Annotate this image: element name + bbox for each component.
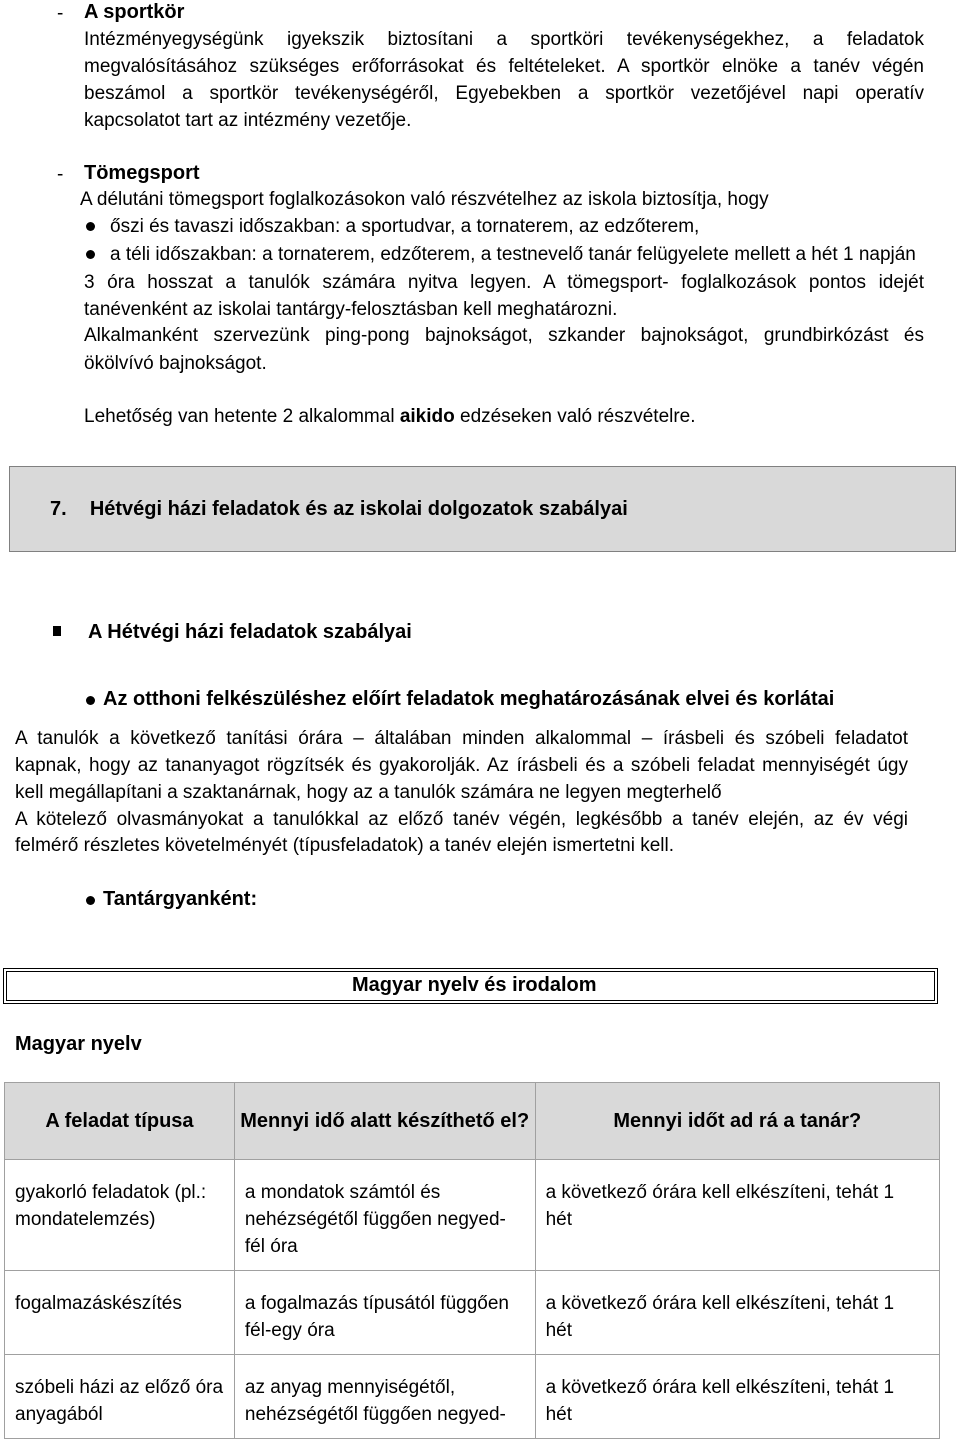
table-cell <box>234 1271 535 1355</box>
sportkor-line-1: Intézményegységünk igyekszik biztosítani a sportköri tevékenységekhez, a feladatok <box>84 29 924 50</box>
tomegsport-line-4: tanévenként az iskolai tantárgy-felosztásban kell meghatározni. <box>84 299 618 320</box>
cell-line: mondatelemzés) <box>15 1209 156 1230</box>
list-dash: - <box>57 164 64 185</box>
hetvegi-para-line-1: A tanulók a következő tanítási órára – általában minden alkalommal – írásbeli és szóbeli feladatot <box>15 728 908 749</box>
tomegsport-heading: Tömegsport <box>84 162 200 184</box>
table-header-row <box>5 1083 940 1160</box>
table-cell <box>535 1160 939 1271</box>
list-dash: - <box>57 3 64 24</box>
subject-subtitle: Magyar nyelv <box>15 1033 142 1055</box>
section-number: 7. <box>50 498 67 520</box>
cell-line: nehézségétől függően negyed- <box>244 1404 506 1425</box>
section-7-title <box>50 498 628 521</box>
cell-line: fél óra <box>244 1236 298 1257</box>
hetvegi-heading: A Hétvégi házi feladatok szabályai <box>88 621 412 643</box>
bullet-icon <box>86 222 95 231</box>
tomegsport-line-6: ökölvívó bajnokságot. <box>84 353 267 374</box>
table-cell <box>234 1355 535 1439</box>
table-row <box>5 1271 940 1355</box>
tomegsport-line-5: Alkalmanként szervezünk ping-pong bajnokságot, szkander bajnokságot, grundbirkózást és <box>84 325 924 346</box>
table-cell <box>5 1160 235 1271</box>
sportkor-line-2: megvalósításához szükséges erőforrásokat és feltételeket. A sportkör elnöke a tanév végén <box>84 56 924 77</box>
table-row <box>5 1160 940 1271</box>
hetvegi-subheading: Az otthoni felkészüléshez előírt feladatok meghatározásának elvei és korlátai <box>103 688 835 710</box>
table-cell <box>5 1271 235 1355</box>
tomegsport-bullet-1: őszi és tavaszi időszakban: a sportudvar, a tornaterem, az edzőterem, <box>110 216 700 237</box>
tomegsport-line-3: 3 óra hosszat a tanulók számára nyitva legyen. A tömegsport- foglalkozások pontos idejét <box>84 272 924 293</box>
bullet-icon <box>86 250 95 259</box>
square-bullet-icon <box>53 626 61 636</box>
cell-line: a következő órára kell elkészíteni, tehát 1 <box>545 1293 895 1314</box>
cell-line: a következő órára kell elkészíteni, tehát 1 <box>545 1377 895 1398</box>
hetvegi-para-line-2: kapnak, hogy az tananyagot rögzítsék és gyakorolják. Az írásbeli és a szóbeli feladat mennyiségét úgy <box>15 755 908 776</box>
table-cell <box>535 1355 939 1439</box>
sportkor-line-4: kapcsolatot tart az intézmény vezetője. <box>84 110 412 131</box>
cell-line: a következő órára kell elkészíteni, tehát 1 <box>545 1182 895 1203</box>
table-cell <box>535 1271 939 1355</box>
tantargyankent-label: Tantárgyanként: <box>103 888 258 910</box>
cell-line: hét <box>545 1404 572 1425</box>
cell-line: az anyag mennyiségétől, <box>244 1377 456 1398</box>
table-cell <box>234 1160 535 1271</box>
cell-line: a fogalmazás típusától függően <box>244 1293 509 1314</box>
tomegsport-intro: A délutáni tömegsport foglalkozásokon való részvételhez az iskola biztosítja, hogy <box>80 189 769 210</box>
bullet-icon <box>86 896 95 905</box>
tomegsport-bullet-2: a téli időszakban: a tornaterem, edzőterem, a testnevelő tanár felügyelete mellett a hét 1 napján <box>110 244 916 265</box>
cell-line: anyagából <box>15 1404 103 1425</box>
table-row <box>5 1355 940 1439</box>
homework-table <box>4 1082 940 1439</box>
aikido-bold: aikido <box>399 406 455 427</box>
cell-line: nehézségétől függően negyed- <box>244 1209 506 1230</box>
table-header: A feladat típusa <box>5 1083 235 1160</box>
cell-line: hét <box>545 1320 572 1341</box>
sportkor-heading: A sportkör <box>84 1 185 23</box>
hetvegi-para2-line-1: A kötelező olvasmányokat a tanulókkal az előző tanév végén, legkésőbb a tanév elején, az év végi <box>15 809 908 830</box>
aikido-text-before: Lehetőség van hetente 2 alkalommal <box>84 406 400 427</box>
cell-line: fél-egy óra <box>244 1320 335 1341</box>
bullet-icon <box>86 696 95 705</box>
cell-line: szóbeli házi az előző óra <box>15 1377 224 1398</box>
hetvegi-para2-line-2: felmérő részletes követelményét (típusfeladatok) a tanév elején ismertetni kell. <box>15 835 674 856</box>
sportkor-line-3: beszámol a sportkör tevékenységéről, Egyebekben a sportkör vezetőjével napi operatív <box>84 83 924 104</box>
subject-title: Magyar nyelv és irodalom <box>352 974 597 996</box>
cell-line: gyakorló feladatok (pl.: <box>15 1182 207 1203</box>
section-title-text: Hétvégi házi feladatok és az iskolai dolgozatok szabályai <box>89 498 628 520</box>
aikido-text-after: edzéseken való részvételre. <box>454 406 696 427</box>
table-header: Mennyi idő alatt készíthető el? <box>234 1083 535 1160</box>
cell-line: hét <box>545 1209 572 1230</box>
cell-line: a mondatok számtól és <box>244 1182 441 1203</box>
hetvegi-para-line-3: kell megállapítani a szaktanárnak, hogy az a tanulók számára ne legyen megterhelő <box>15 782 722 803</box>
table-cell <box>5 1355 235 1439</box>
aikido-line <box>84 404 696 430</box>
table-header: Mennyi időt ad rá a tanár? <box>535 1083 939 1160</box>
cell-line: fogalmazáskészítés <box>15 1293 182 1314</box>
